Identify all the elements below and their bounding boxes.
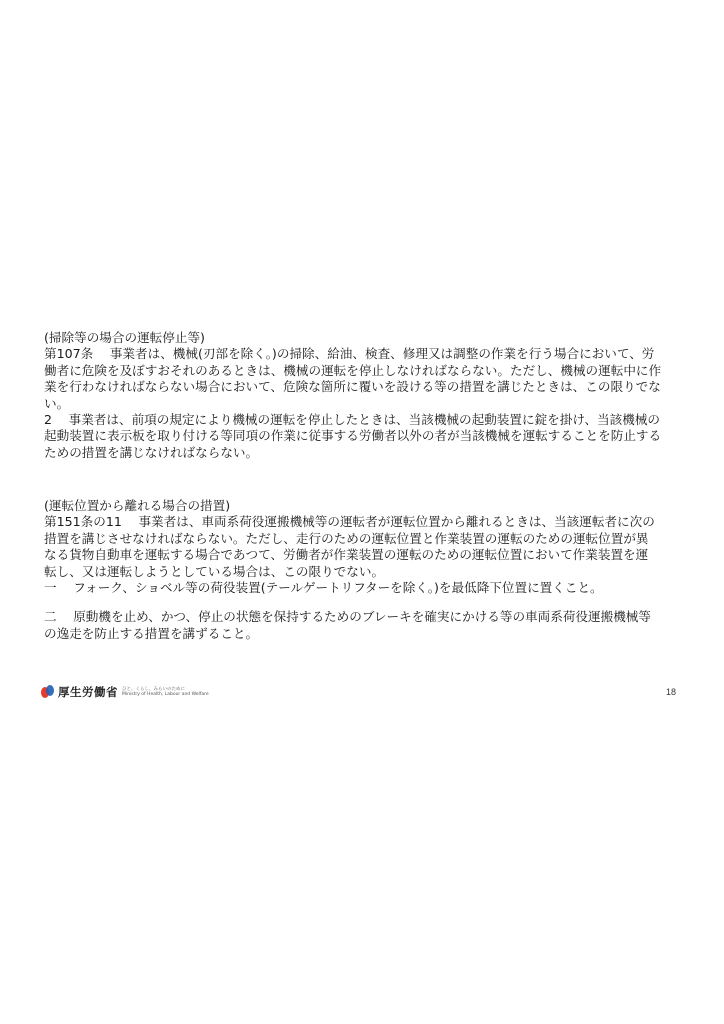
logo-tagline: [122, 687, 209, 697]
text-line: 一 フォーク、ショベル等の荷役装置(テールゲートリフターを除く。)を最低降下位置に置くこと。: [44, 580, 603, 596]
logo-text: 厚生労働省: [58, 685, 118, 699]
tagline-ja: ひと、くらし、みらいのために: [122, 687, 185, 692]
text-line: なる貨物自動車を運転する場合であつて、労働者が作業装置の運転のための運転位置において作業装置を運: [44, 547, 649, 563]
text-line: 業を行わなければならない場合において、危険な箇所に覆いを設ける等の措置を講じたときは、この限りでな: [44, 379, 661, 395]
text-line: 第107条 事業者は、機械(刃部を除く。)の掃除、給油、検査、修理又は調整の作業を行う場合において、労: [44, 346, 655, 362]
mhlw-logo: [41, 684, 209, 700]
tagline-en: Ministry of Health, Labour and Welfare: [122, 692, 209, 697]
mhlw-logo-icon: [41, 685, 55, 699]
text-line: 二 原動機を止め、かつ、停止の状態を保持するためのブレーキを確実にかける等の車両系荷役運搬機械等: [44, 609, 651, 625]
text-line: 2 事業者は、前項の規定により機械の運転を停止したときは、当該機械の起動装置に錠を掛け、当該機械の: [44, 412, 661, 428]
text-line: 起動装置に表示板を取り付ける等同項の作業に従事する労働者以外の者が当該機械を運転することを防止する: [44, 428, 662, 444]
text-line: い。: [44, 395, 70, 411]
section-leaving-position: [44, 498, 684, 642]
text-line: 働者に危険を及ぼすおそれのあるときは、機械の運転を停止しなければならない。ただし、機械の運転中に作: [44, 362, 662, 378]
page-number: 18: [666, 687, 677, 697]
text-line: 第151条の11 事業者は、車両系荷役運搬機械等の運転者が運転位置から離れるときは、当該運転者に次の: [44, 514, 655, 530]
section-heading: (掃除等の場合の運転停止等): [44, 330, 205, 345]
slide: [0, 318, 724, 718]
text-line: 措置を講じさせなければならない。ただし、走行のための運転位置と作業装置の運転のための運転位置が異: [44, 530, 649, 546]
text-line: ための措置を講じなければならない。: [44, 444, 259, 460]
text-line: 転し、又は運転しようとしている場合は、この限りでない。: [44, 563, 385, 579]
spacer: [44, 596, 684, 609]
section-heading: (運転位置から離れる場合の措置): [44, 498, 231, 513]
section-cleaning-stop: [44, 330, 684, 461]
text-line: の逸走を防止する措置を講ずること。: [44, 625, 259, 641]
